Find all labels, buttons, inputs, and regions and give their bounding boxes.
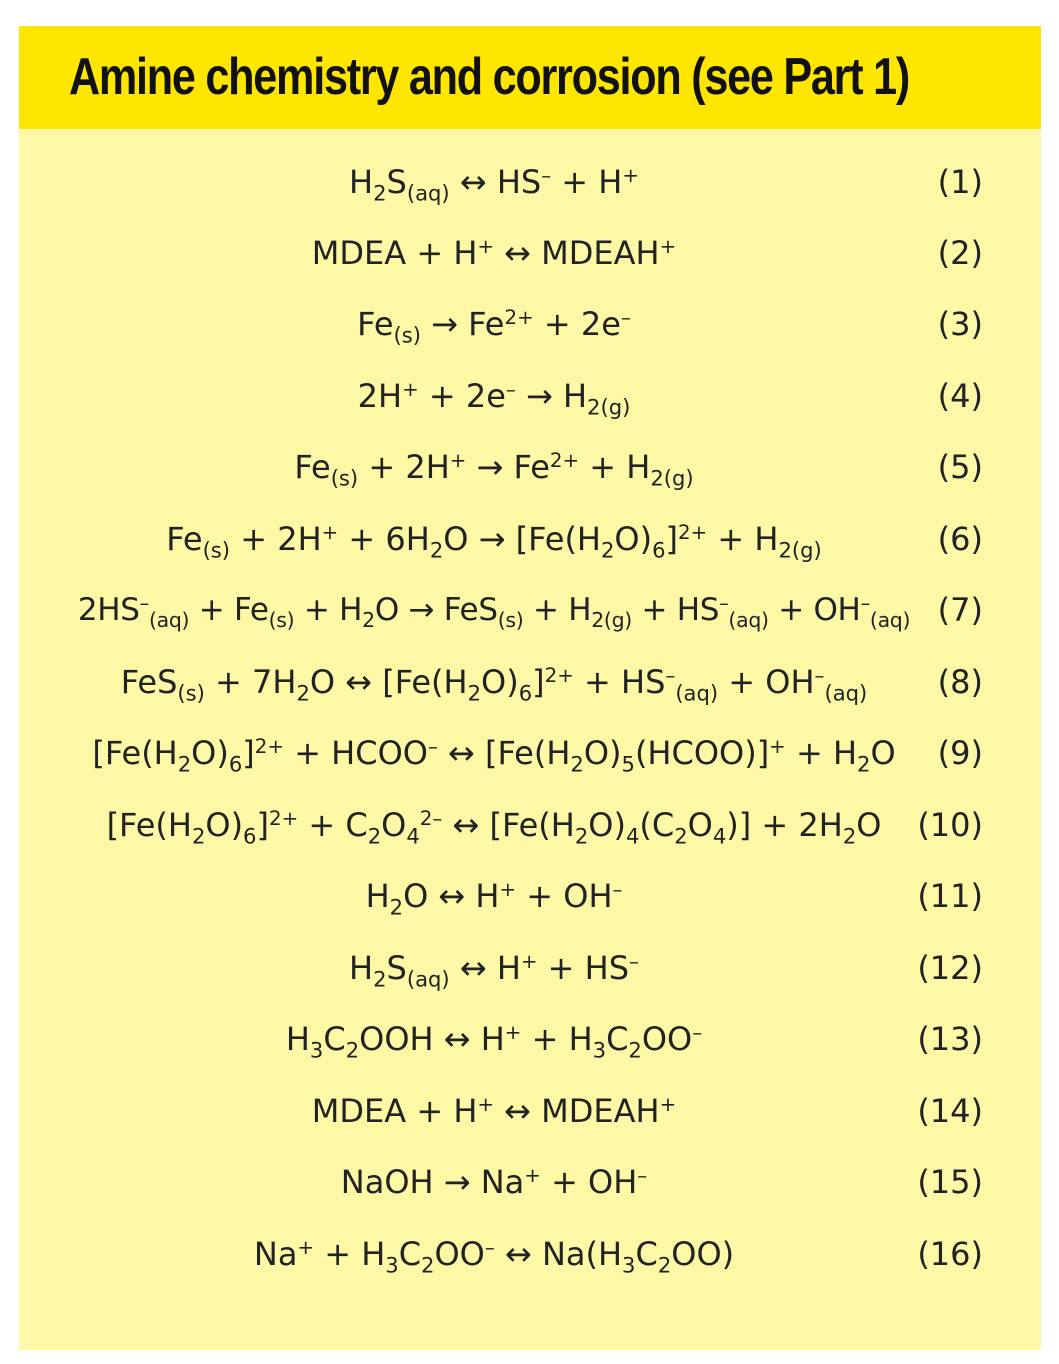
equation-row <box>19 652 1041 712</box>
equation-formula: $Fe_{(s)} \to Fe^{2+} + 2e^-$ <box>357 305 631 348</box>
equation-row <box>19 723 1041 783</box>
equation-formula: MDEA + H+ ↔ MDEAH+ <box>311 1092 677 1130</box>
equation-formula: $Fe_{(s)} + 2H^+ \to Fe^{2+} + H_{2(g)}$ <box>294 448 694 491</box>
equation-row <box>19 437 1041 497</box>
equation-number: (14) <box>917 1092 983 1130</box>
equation-row <box>19 294 1041 354</box>
equation-formula: $FeS_{(s)} + 7H_2O$ ↔ $[Fe(H_2O)_6]^{2+} + HS^-_{(aq)} + OH^-_{(aq)}$ <box>120 663 868 706</box>
equation-formula: $H_3C_2OOH$ ↔ $H^+ + H_3C_2OO^-$ <box>285 1020 703 1063</box>
equation-row <box>19 1224 1041 1284</box>
equation-formula: $Na^+ + H_3C_2OO^-$ ↔ $Na(H_3C_2OO)$ <box>253 1235 735 1278</box>
equation-row <box>19 866 1041 926</box>
equation-formula: NaOH → Na+ + OH– <box>340 1163 648 1201</box>
equation-number: (13) <box>917 1020 983 1058</box>
equation-formula: $H_2S_{(aq)}$ ↔ HS– + H+ <box>349 163 639 206</box>
equation-row <box>19 223 1041 283</box>
equation-row <box>19 152 1041 212</box>
panel-title: Amine chemistry and corrosion (see Part 1) <box>69 48 909 106</box>
equation-number: (3) <box>937 305 983 343</box>
equation-number: (4) <box>937 377 983 415</box>
equation-row <box>19 580 1041 640</box>
equation-row <box>19 1152 1041 1212</box>
equation-number: (6) <box>937 520 983 558</box>
equation-formula: $[Fe(H_2O)_6]^{2+} + C_2O_4^{2-}$ ↔ $[Fe(H_2O)_4(C_2O_4)] + 2H_2O$ <box>106 806 882 849</box>
equation-number: (9) <box>937 734 983 772</box>
equation-row <box>19 1081 1041 1141</box>
equation-formula: $Fe_{(s)} + 2H^+ + 6H_2O \to [Fe(H_2O)_6]^{2+} + H_{2(g)}$ <box>166 520 822 563</box>
equation-row <box>19 795 1041 855</box>
equation-row <box>19 509 1041 569</box>
equation-number: (16) <box>917 1235 983 1273</box>
equation-formula: $H_2S_{(aq)}$ ↔ H+ + HS– <box>349 949 639 992</box>
equation-number: (1) <box>937 163 983 201</box>
equation-number: (5) <box>937 448 983 486</box>
equation-number: (15) <box>917 1163 983 1201</box>
title-banner <box>19 26 1041 129</box>
equations-panel <box>19 26 1041 1350</box>
equation-row <box>19 938 1041 998</box>
equation-formula: $2H^+ + 2e^- \to H_{2(g)}$ <box>357 377 631 420</box>
equation-number: (2) <box>937 234 983 272</box>
equation-number: (8) <box>937 663 983 701</box>
equation-number: (10) <box>917 806 983 844</box>
equation-row <box>19 1009 1041 1069</box>
equation-number: (7) <box>937 591 983 629</box>
equation-formula: MDEA + H+ ↔ MDEAH+ <box>311 234 677 272</box>
equation-number: (12) <box>917 949 983 987</box>
equation-formula: $[Fe(H_2O)_6]^{2+}$ + HCOO– ↔ $[Fe(H_2O)_5(HCOO)]^+ + H_2O$ <box>92 734 896 777</box>
equation-number: (11) <box>917 877 983 915</box>
equation-formula: $H_2O$ ↔ H+ + OH– <box>365 877 623 920</box>
equation-row <box>19 366 1041 426</box>
equation-formula: $2HS^-_{(aq)} + Fe_{(s)} + H_2O \to FeS_{(s)} + H_{2(g)} + HS^-_{(aq)} + OH^-_{(aq)}$ <box>77 591 911 633</box>
